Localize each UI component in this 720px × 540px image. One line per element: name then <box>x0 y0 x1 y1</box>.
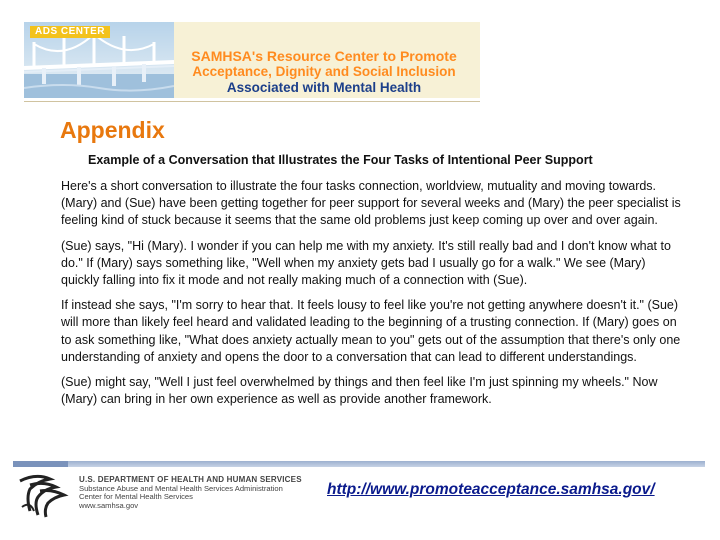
hhs-eagle-logo-icon <box>16 471 72 521</box>
paragraph: (Sue) says, "Hi (Mary). I wonder if you can help me with my anxiety. It's still really bad and I don't know what to do." If (Mary) says something like, "Well when my anxiety gets bad I usually go for a walk." We see (Mary) quickly falling into fix it mode and not really making much of a connection with (Sue). <box>61 238 671 288</box>
conversation-text <box>61 178 686 416</box>
bridge-image <box>24 22 174 98</box>
page-title: Appendix <box>60 117 165 143</box>
hhs-agency-text <box>79 476 309 510</box>
page-subtitle: Example of a Conversation that Illustrates the Four Tasks of Intentional Peer Support <box>88 153 593 167</box>
paragraph: If instead she says, "I'm sorry to hear that. It feels lousy to feel like you're not getting anywhere doesn't it." (Sue) will more than likely feel heard and validated leading to the beginning of a trusting connection. If (Mary) goes on to ask something like, "What does anxiety actually mean to you" gets out of the assumption that there's only one understanding of anxiety and opens the door to a conversation that can lead to different understandings. <box>61 298 681 364</box>
header-banner <box>24 22 480 98</box>
website-link[interactable]: http://www.promoteacceptance.samhsa.gov/ <box>327 481 655 498</box>
banner-divider <box>24 101 480 102</box>
paragraph: (Sue) might say, "Well I just feel overwhelmed by things and then feel like I'm just spinning my wheels." Now (Mary) can bring in her own experience as well as provide another framework. <box>61 375 658 407</box>
banner-title <box>174 48 474 96</box>
banner-title-line2: Acceptance, Dignity and Social Inclusion <box>192 64 456 79</box>
ads-center-tag: ADS CENTER <box>30 26 110 38</box>
paragraph: Here's a short conversation to illustrate the four tasks connection, worldview, mutuality and moving towards. (Mary) and (Sue) have been getting together for peer support for several weeks and (Mary) the peer specialist is feeling kind of stuck because it seems that the same old problems just keep coming up over and over again. <box>61 179 681 228</box>
hhs-cmhs: Center for Mental Health Services <box>79 492 193 502</box>
hhs-samhsa: Substance Abuse and Mental Health Services Administration <box>79 483 283 493</box>
footer-divider <box>13 461 705 467</box>
banner-title-line3: Associated with Mental Health <box>226 80 422 95</box>
banner-title-line1: SAMHSA's Resource Center to Promote <box>191 48 457 64</box>
hhs-department: U.S. DEPARTMENT OF HEALTH AND HUMAN SERVICES <box>79 475 302 484</box>
hhs-website: www.samhsa.gov <box>79 500 139 510</box>
